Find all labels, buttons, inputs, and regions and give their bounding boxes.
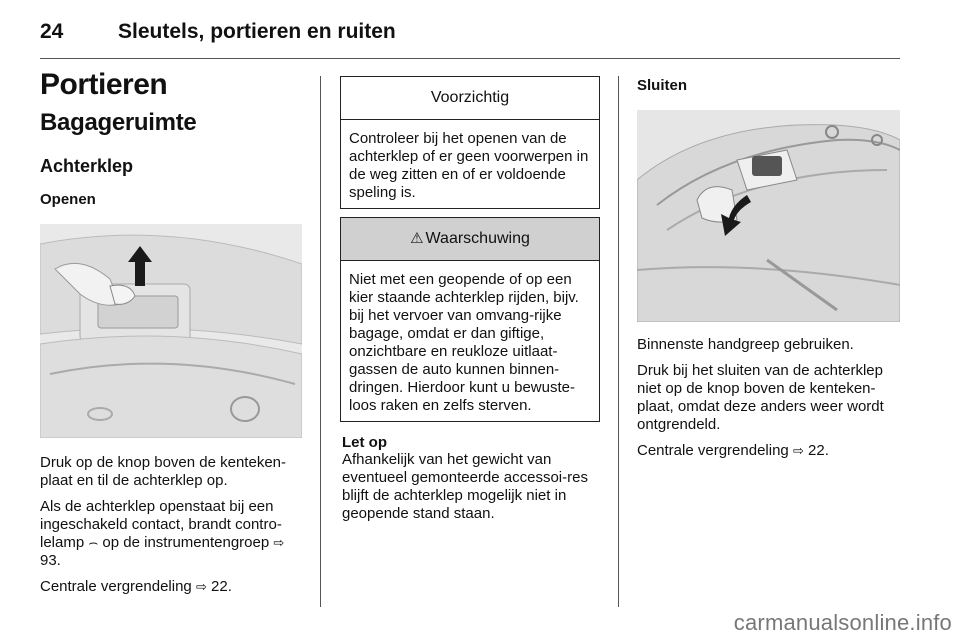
close-tailgate-illustration [637, 110, 900, 322]
close-warning-text: Druk bij het sluiten van de achterklep niet op de knop boven de kenteken-plaat, omdat deze anders weer wordt ontgrendeld. [637, 362, 884, 433]
column-right [637, 66, 902, 468]
note-block [340, 434, 600, 523]
page-reference-link[interactable]: 93. [40, 552, 61, 569]
watermark: carmanualsonline.info [733, 610, 952, 635]
note-text: Afhankelijk van het gewicht van eventueel gemonteerde accessoi-res blijft de achterklep mogelijk niet in geopende stand staan. [342, 451, 588, 522]
reference-arrow-icon: ⇨ [195, 579, 207, 594]
reference-arrow-icon: ⇨ [273, 535, 285, 550]
caution-title: Voorzichtig [341, 77, 599, 120]
caution-text: Controleer bij het openen van de achterklep of er geen voorwerpen in de weg zitten en of er voldoende speling is. [349, 130, 589, 201]
reference-arrow-icon: ⇨ [792, 443, 804, 458]
tailgate-lamp-icon: ⌢ [88, 534, 99, 551]
topic-heading: Achterklep [40, 156, 134, 176]
page-header [40, 14, 900, 52]
close-heading: Sluiten [637, 77, 688, 94]
page-reference-link[interactable]: 22. [211, 578, 232, 595]
page-number: 24 [40, 20, 64, 43]
subsection-heading: Bagageruimte [40, 109, 197, 136]
open-tailgate-illustration [40, 224, 302, 438]
lamp-paragraph: Als de achterklep openstaat bij een ingeschakeld contact, brandt contro-lelamp ⌢ op de instrumentengroep ⇨ 93. [40, 498, 285, 569]
caution-box [340, 76, 600, 209]
section-heading: Portieren [40, 68, 168, 101]
chapter-title: Sleutels, portieren en ruiten [118, 20, 396, 43]
warning-text: Niet met een geopende of op een kier staande achterklep rijden, bijv. bij het vervoer van omvang-rijke bagage, omdat er dan giftige, onzichtbare en reukloze uitlaat-gassen de auto kunnen binnen-dringen. Hierdoor kunt u bewuste-loos raken en zelfs sterven. [349, 271, 579, 414]
warning-header [341, 218, 599, 261]
central-locking-ref: Centrale vergrendeling ⇨ 22. [40, 578, 232, 595]
open-heading: Openen [40, 191, 96, 208]
open-instruction: Druk op de knop boven de kenteken-plaat en til de achterklep op. [40, 454, 286, 489]
note-title: Let op [342, 434, 387, 451]
warning-title: Waarschuwing [425, 230, 530, 247]
column-divider [618, 76, 619, 607]
warning-box [340, 217, 600, 422]
column-middle [340, 76, 600, 531]
column-divider [320, 76, 321, 607]
close-instruction: Binnenste handgreep gebruiken. [637, 336, 854, 353]
column-left [40, 66, 304, 604]
header-divider [40, 58, 900, 59]
warning-triangle-icon: ⚠ [410, 230, 424, 247]
page-reference-link[interactable]: 22. [808, 442, 829, 459]
central-locking-ref: Centrale vergrendeling ⇨ 22. [637, 442, 829, 459]
